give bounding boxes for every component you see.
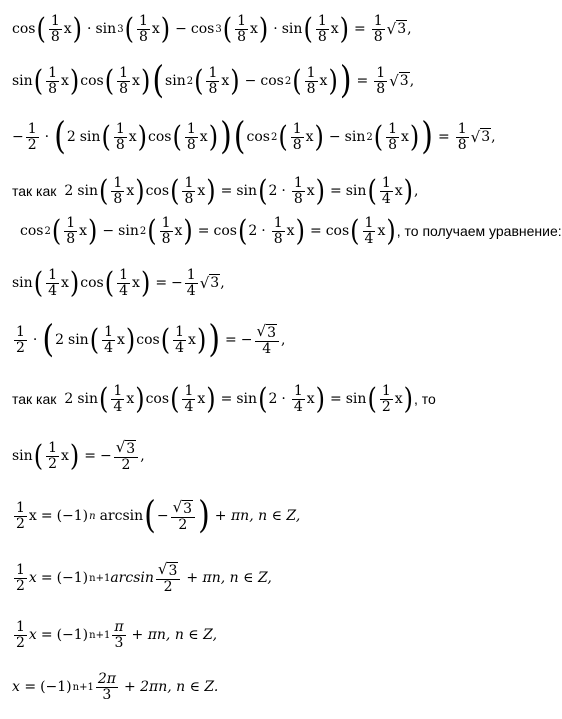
equation-line-1: cos ( $\frac{1}{8}$ x ) · sin 3 ( $\frac{1}{8}$ x ) − cos 3 ( $\frac{1}{8}$ x ) · sin ( $\frac{1}{8}$ x ) = $\frac{1}{8}$ √ 3 , xyxy=(12,12,412,46)
sqrt-three: √ 3 xyxy=(386,20,407,39)
equation-line-12: $\frac{1}{2}$ x = (−1) n+1 $\frac{\pi}{3}$ + πn, n ∈ Z, xyxy=(16,619,218,651)
equation-line-6: sin ( $\frac{1}{4}$ x ) cos ( $\frac{1}{4}$ x ) = − $\frac{1}{4}$ √ 3 , xyxy=(12,266,225,300)
equation-line-7: $\frac{1}{2}$ · ( 2 sin ( $\frac{1}{4}$ x ) cos ( $\frac{1}{4}$ x ) ) = − √ 3 4 , xyxy=(16,317,286,362)
then-equation-text: , то получаем уравнение: xyxy=(396,223,562,240)
equation-line-3: − $\frac{1}{2}$ · ( 2 sin ( $\frac{1}{8}$ x ) cos ( $\frac{1}{8}$ x ) ) ( cos 2 ( $\frac{1}{8}$ x ) − sin 2 ( $\frac{1}{8}$ x ) ) = $\frac{1}{8}$ √ 3 , xyxy=(12,114,496,159)
then-text: , то xyxy=(414,391,436,408)
fraction-one-eighth: $\frac{1}{8}$ xyxy=(50,13,60,45)
equation-line-5: cos 2 ( $\frac{1}{8}$ x ) − sin 2 ( $\frac{1}{8}$ x ) = cos ( 2 · $\frac{1}{8}$ x ) = cos ( $\frac{1}{4}$ x ) , то получаем уравнение: xyxy=(20,214,562,248)
since-text: так как xyxy=(12,183,57,200)
sqrt-three: √ 3 xyxy=(256,322,276,341)
sqrt-three: √ 3 xyxy=(199,274,220,293)
equation-line-8: так как 2 sin ( $\frac{1}{4}$ x ) cos ( $\frac{1}{4}$ x ) = sin ( 2 · $\frac{1}{4}$ x ) = sin ( $\frac{1}{2}$ x ) , то xyxy=(12,382,436,416)
equation-line-2: sin ( $\frac{1}{8}$ x ) cos ( $\frac{1}{8}$ x ) ( sin 2 ( $\frac{1}{8}$ x ) − cos 2 ( $\frac{1}{8}$ x ) ) = $\frac{1}{8}$ √ 3 , xyxy=(12,58,415,103)
equation-line-9: sin ( $\frac{1}{2}$ x ) = − √ 3 2 , xyxy=(12,438,145,474)
equation-line-4: так как 2 sin ( $\frac{1}{8}$ x ) cos ( $\frac{1}{8}$ x ) = sin ( 2 · $\frac{1}{8}$ x ) = sin ( $\frac{1}{4}$ x ) , xyxy=(12,174,419,208)
sqrt-three: √ 3 xyxy=(115,438,136,457)
equation-line-10: $\frac{1}{2}$ x = (−1) n arcsin ( − √ 3 2 ) + πn, n ∈ Z, xyxy=(16,493,301,538)
sqrt-three: √ 3 xyxy=(389,72,409,91)
sqrt-three: √ 3 xyxy=(157,560,178,579)
sqrt-three: √ 3 xyxy=(172,498,193,517)
equation-line-13: x = (−1) n+1 $\frac{2\pi}{3}$ + 2πn, n ∈ Z. xyxy=(12,671,219,703)
cos-fn: cos xyxy=(12,21,36,38)
equation-line-11: $\frac{1}{2}$ x = (−1) n+1 arcsin √ 3 2 + πn, n ∈ Z, xyxy=(16,560,272,596)
since-text: так как xyxy=(12,391,57,408)
sqrt-three: √ 3 xyxy=(470,128,491,147)
